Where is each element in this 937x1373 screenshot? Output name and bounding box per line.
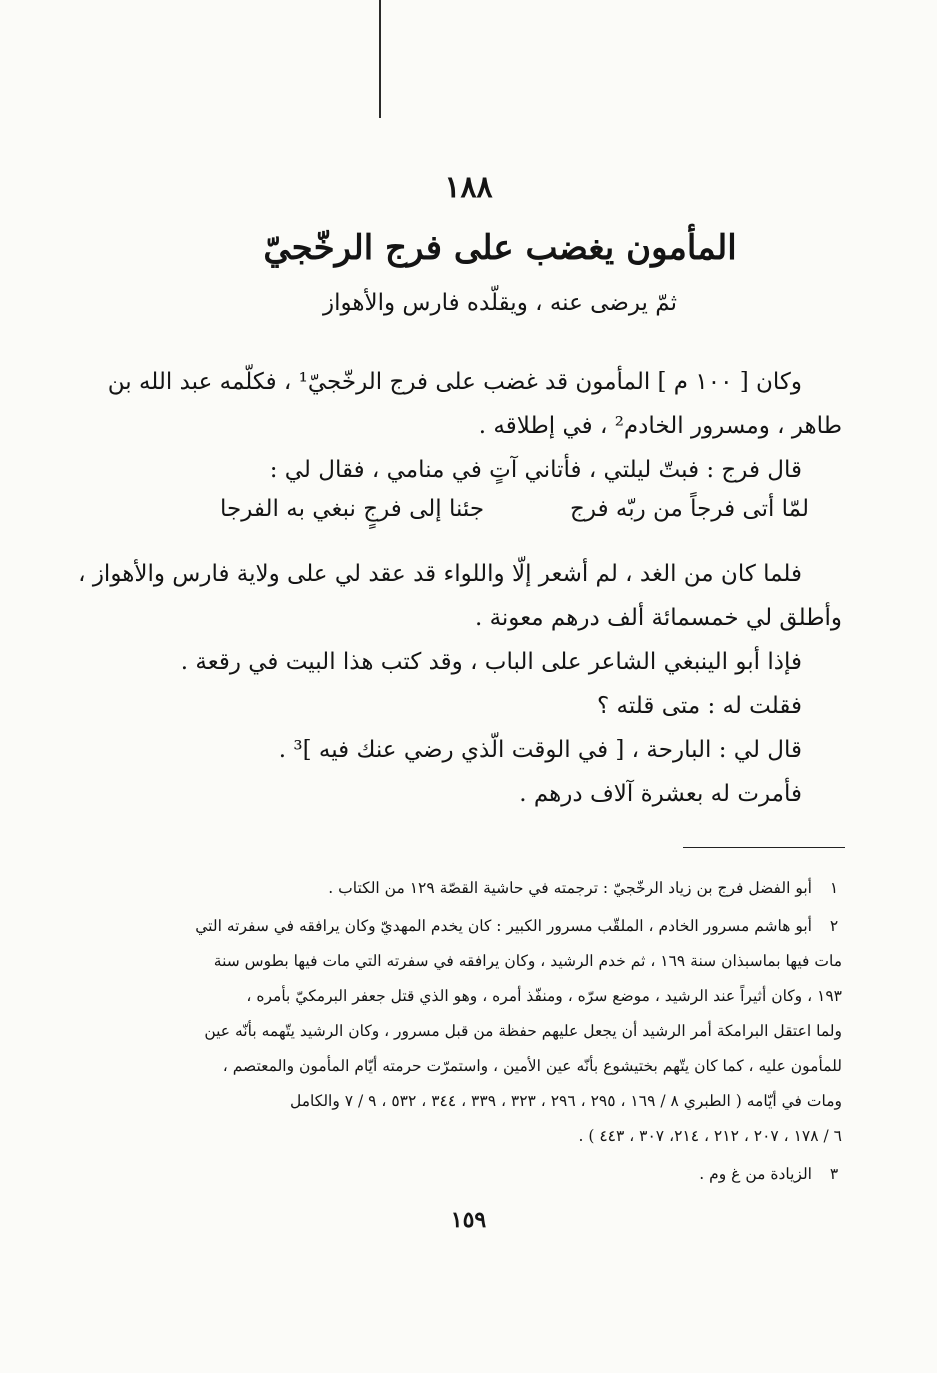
body-line-1: وكان [ ١٠٠ م ] المأمون قد غضب على فرج الرخّجيّ¹ ، فكلّمه عبد الله بن	[107, 369, 802, 395]
verse-second-hemistich: جئنا إلى فرجٍ نبغي به الفرجا	[220, 496, 485, 522]
footnote-2-line-2: مات فيها بماسبذان سنة ١٦٩ ، ثم خدم الرشيد ، وكان يرافقه في سفرته التي مات فيها بطوس سنة	[213, 952, 842, 970]
footnote-2-line-4: ولما اعتقل البرامكة أمر الرشيد أن يجعل عليهم حفظة من قبل مسرور ، وكان الرشيد يتّهمه بأنّه عين	[204, 1022, 842, 1040]
footnote-number-2: ٢	[829, 917, 839, 935]
footnote-separator	[683, 847, 845, 848]
body-line-3: قال فرج : فبتّ ليلتي ، فأتاني آتٍ في منامي ، فقال لي :	[269, 457, 802, 483]
footnote-number-3: ٣	[829, 1165, 839, 1183]
story-subtitle: ثمّ يرضى عنه ، ويقلّده فارس والأهواز	[323, 290, 677, 316]
body-line-2: طاهر ، ومسرور الخادم² ، في إطلاقه .	[478, 413, 842, 439]
gutter-line	[379, 0, 381, 118]
footnote-2-line-1: أبو هاشم مسرور الخادم ، الملقّب مسرور الكبير : كان يخدم المهديّ وكان يرافقه في سفرته التي	[195, 917, 812, 935]
footnote-2-line-7: ٦ / ١٧٨ ، ٢٠٧ ، ٢١٢ ، ٢١٤، ٣٠٧ ، ٤٤٣ ) .	[578, 1127, 842, 1145]
footnote-2-line-6: ومات في أيّامه ( الطبري ٨ / ١٦٩ ، ٢٩٥ ، ٢٩٦ ، ٣٢٣ ، ٣٣٩ ، ٣٤٤ ، ٥٣٢ ، ٩ / ٧ والكامل	[290, 1092, 842, 1110]
footnote-3-line-1: الزيادة من غ وم .	[699, 1165, 812, 1183]
footnote-1-line-1: أبو الفضل فرج بن زياد الرخّجيّ : ترجمته في حاشية القصّة ١٢٩ من الكتاب .	[328, 879, 812, 897]
verse-line	[0, 496, 937, 536]
body-line-8: قال لي : البارحة ، [ في الوقت الّذي رضي عنك فيه ]³ .	[278, 737, 802, 763]
body-line-6: فإذا أبو الينبغي الشاعر على الباب ، وقد كتب هذا البيت في رقعة .	[180, 649, 802, 675]
footnote-number-1: ١	[829, 879, 839, 897]
footnote-2-line-3: ١٩٣ ، وكان أثيراً عند الرشيد ، موضع سرّه ، ومنفّذ أمره ، وهو الذي قتل جعفر البرمكيّ بأمره ،	[246, 987, 842, 1005]
body-line-4: فلما كان من الغد ، لم أشعر إلّا واللواء قد عقد لي على ولاية فارس والأهواز ،	[78, 561, 802, 587]
footnote-2-line-5: للمأمون عليه ، كما كان يتّهم بختيشوع بأنّه عين الأمين ، واستمرّت حرمته أيّام المأمون والمعتصم ،	[222, 1057, 842, 1075]
page-number: ١٥٩	[450, 1207, 487, 1233]
story-number: ١٨٨	[444, 170, 493, 205]
body-line-7: فقلت له : متى قلته ؟	[597, 693, 802, 719]
story-title: المأمون يغضب على فرج الرخّجيّ	[263, 228, 737, 268]
body-line-9: فأمرت له بعشرة آلاف درهم .	[519, 781, 802, 807]
body-line-5: وأطلق لي خمسمائة ألف درهم معونة .	[474, 605, 842, 631]
verse-first-hemistich: لمّا أتى فرجاً من ربّه فرج	[570, 496, 809, 522]
